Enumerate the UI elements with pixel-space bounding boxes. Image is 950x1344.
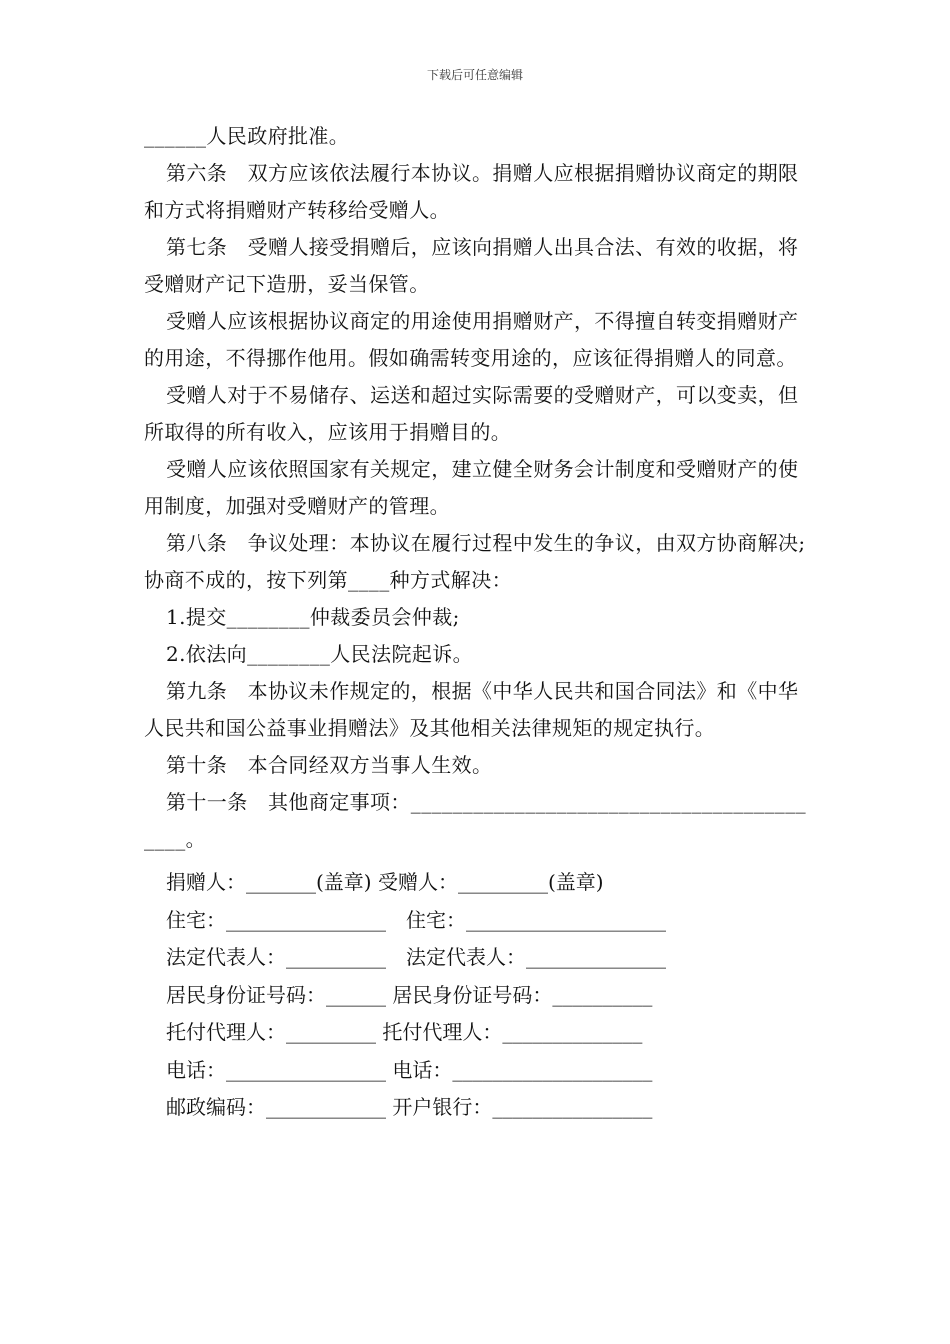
document-body — [144, 118, 810, 1127]
article-7-sale: 受赠人对于不易储存、运送和超过实际需要的受赠财产，可以变卖，但所取得的所有收入，应该用于捐赠目的。 — [144, 383, 799, 444]
paragraph-approval: ______人民政府批准。 — [144, 124, 350, 148]
signature-line-legal-rep: 法定代表人：__________ 法定代表人：______________ — [166, 945, 666, 969]
article-11: 第十一条 其他商定事项：__________________________________________。 — [144, 790, 806, 851]
article-10: 第十条 本合同经双方当事人生效。 — [166, 753, 493, 777]
article-9: 第九条 本协议未作规定的，根据《中华人民共和国合同法》和《中华人民共和国公益事业捐赠法》及其他相关法律规矩的规定执行。 — [144, 679, 799, 740]
signature-line-postcode-bank: 邮政编码：____________ 开户银行：________________ — [166, 1095, 653, 1119]
article-8: 第八条 争议处理：本协议在履行过程中发生的争议，由双方协商解决;协商不成的，按下列第____种方式解决： — [144, 531, 806, 592]
article-8-option-1: 1.提交________仲裁委员会仲裁; — [166, 605, 460, 629]
signature-line-parties: 捐赠人：_______(盖章) 受赠人：_________(盖章) — [166, 870, 604, 894]
signature-line-address: 住宅：________________ 住宅：____________________ — [166, 907, 666, 932]
article-8-option-2: 2.依法向________人民法院起诉。 — [166, 642, 474, 666]
signature-line-agent: 托付代理人：_________ 托付代理人：______________ — [166, 1020, 643, 1044]
article-7-usage: 受赠人应该根据协议商定的用途使用捐赠财产，不得擅自转变捐赠财产的用途，不得挪作他用。假如确需转变用途的，应该征得捐赠人的同意。 — [144, 309, 799, 370]
article-7-accounting: 受赠人应该依照国家有关规定，建立健全财务会计制度和受赠财产的使用制度，加强对受赠财产的管理。 — [144, 457, 799, 518]
signature-line-phone: 电话：________________ 电话：____________________ — [166, 1057, 653, 1082]
article-6: 第六条 双方应该依法履行本协议。捐赠人应根据捐赠协议商定的期限和方式将捐赠财产转移给受赠人。 — [144, 161, 799, 222]
signature-block — [144, 864, 810, 1127]
article-7: 第七条 受赠人接受捐赠后，应该向捐赠人出具合法、有效的收据，将受赠财产记下造册，妥当保管。 — [144, 235, 799, 296]
signature-line-id-number: 居民身份证号码：______ 居民身份证号码：__________ — [166, 982, 653, 1007]
page-header: 下载后可任意编辑 — [426, 68, 523, 82]
